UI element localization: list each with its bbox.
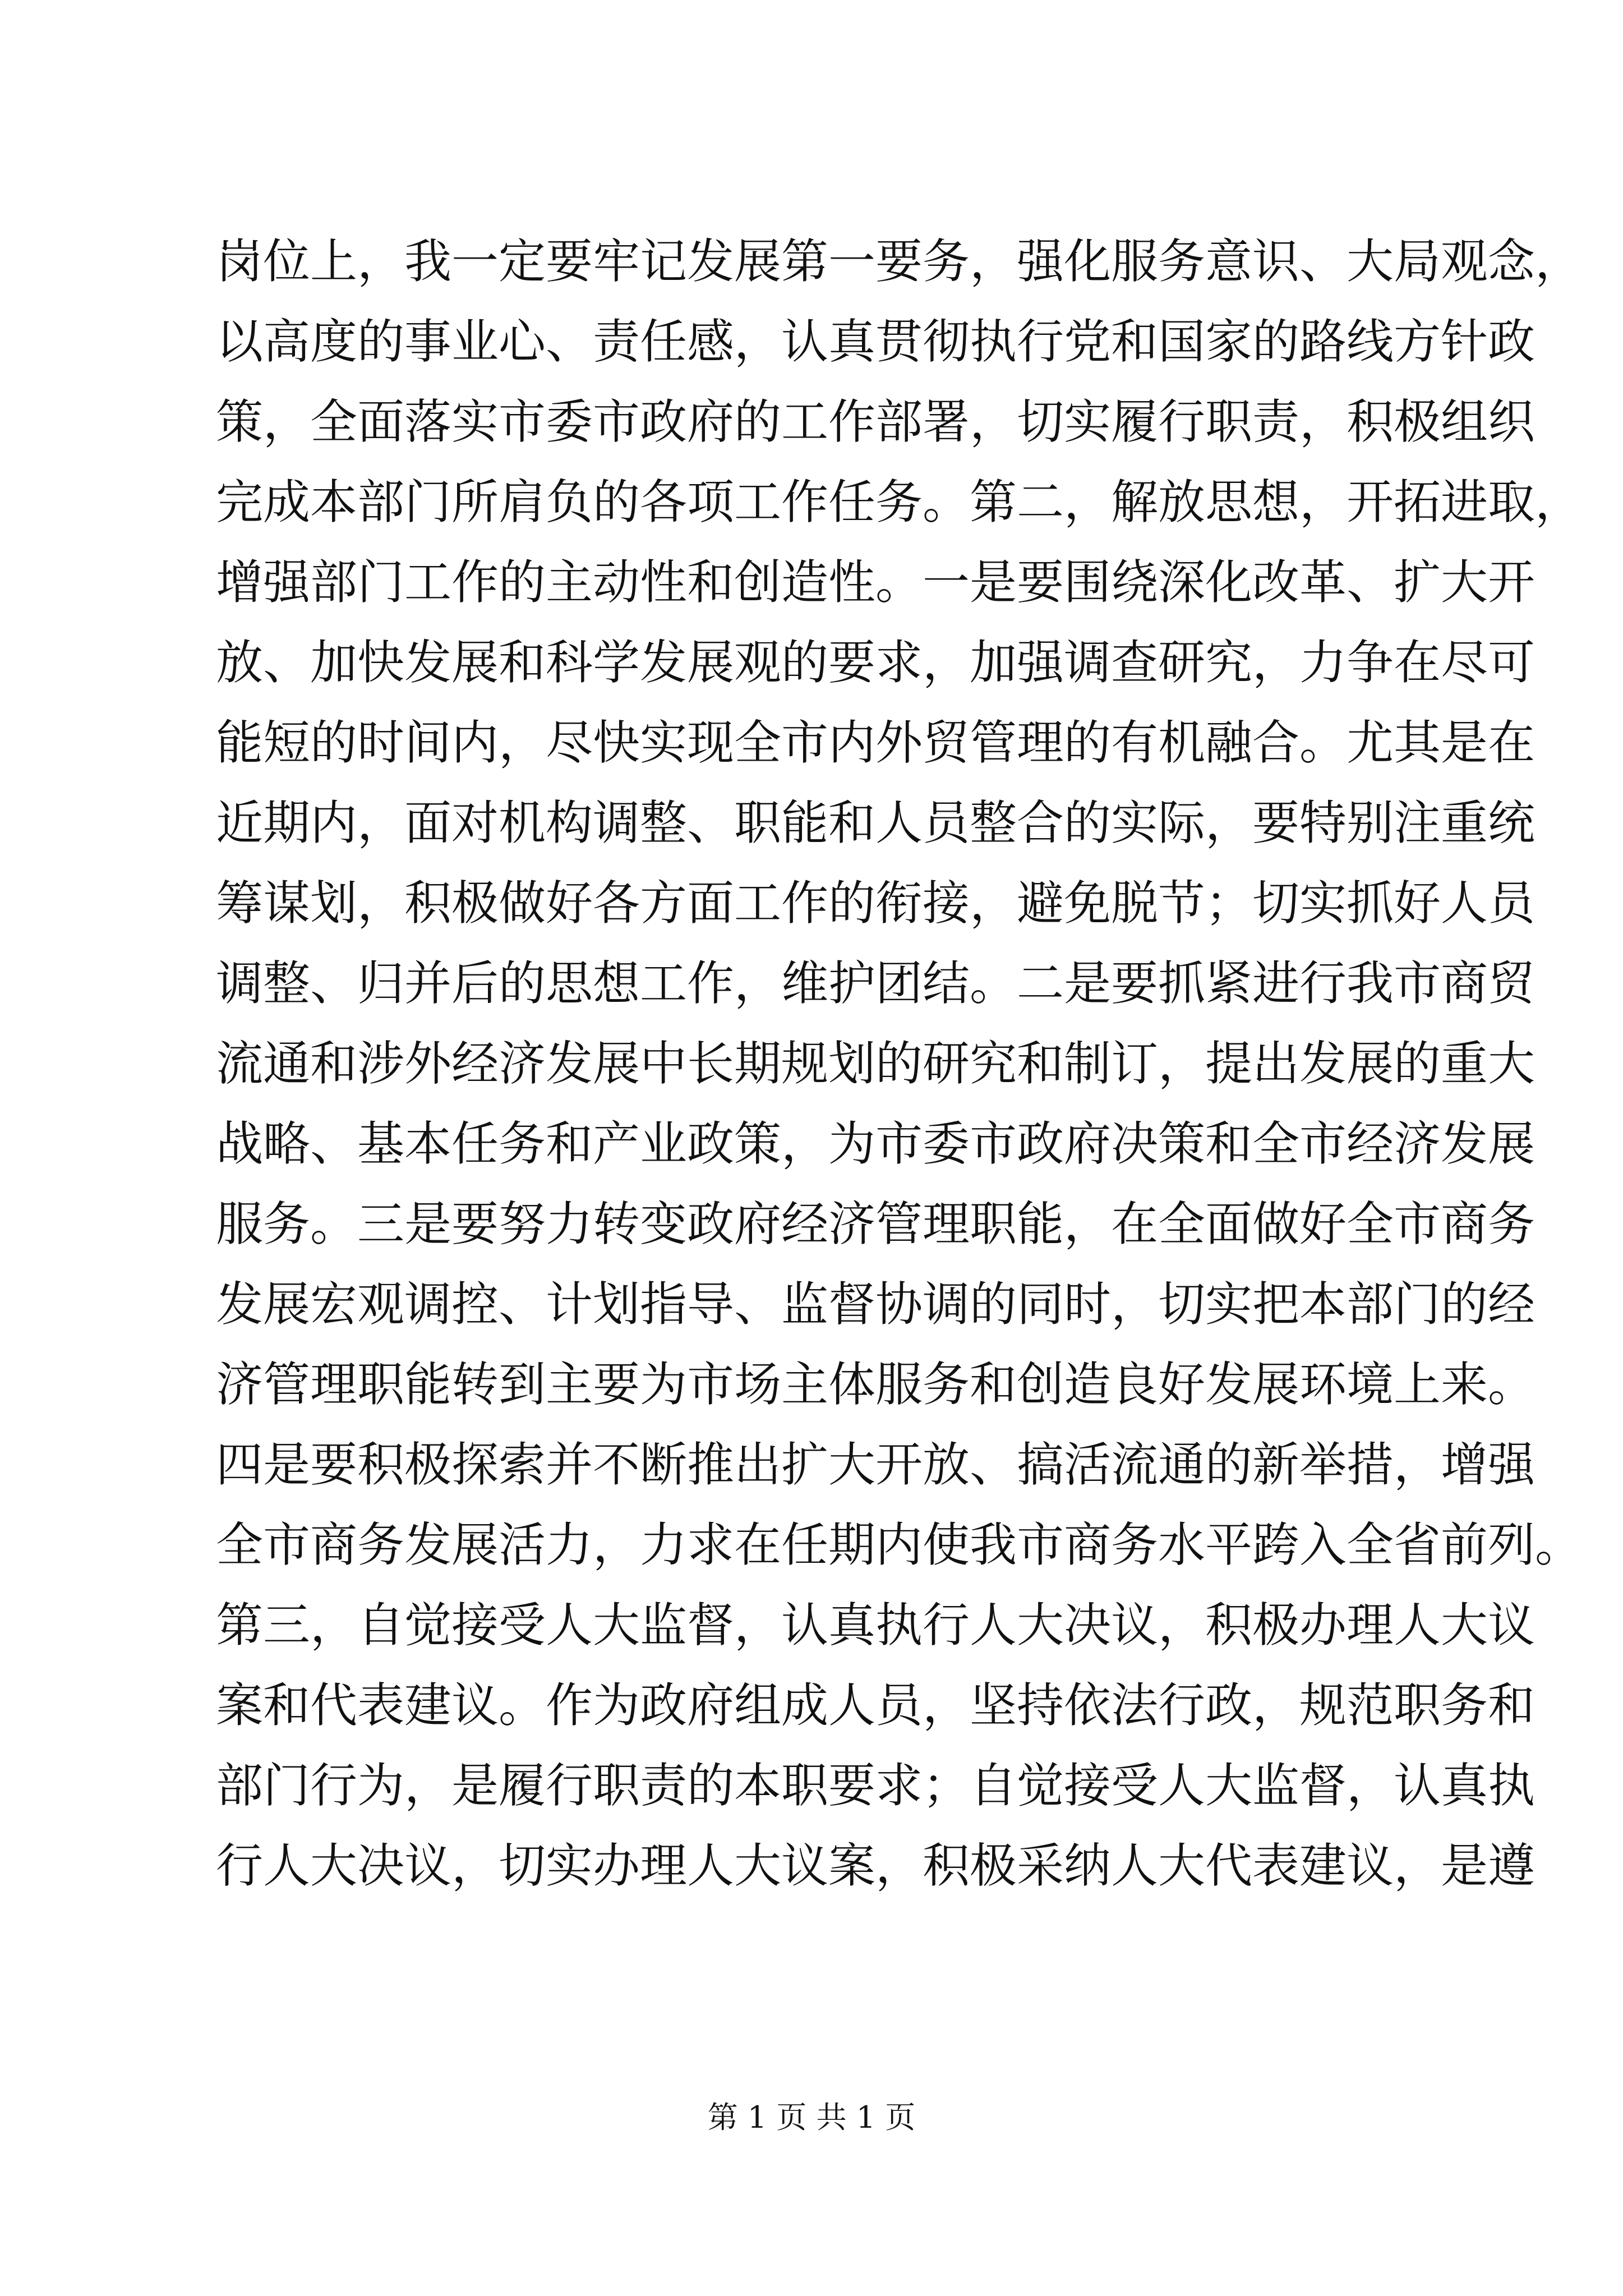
text-line: 能短的时间内，尽快实现全市内外贸管理的有机融合。尤其是在 <box>216 715 1536 770</box>
text-line: 以高度的事业心、责任感，认真贯彻执行党和国家的路线方针政 <box>216 314 1536 369</box>
text-line: 筹谋划，积极做好各方面工作的衔接，避免脱节；切实抓好人员 <box>216 876 1536 931</box>
text-line: 部门行为，是履行职责的本职要求；自觉接受人大监督，认真执 <box>216 1758 1536 1813</box>
text-line: 策，全面落实市委市政府的工作部署，切实履行职责，积极组织 <box>216 394 1536 449</box>
page-number-label: 第 1 页 共 1 页 <box>707 2100 916 2135</box>
text-line: 流通和涉外经济发展中长期规划的研究和制订，提出发展的重大 <box>216 1036 1536 1091</box>
body-text <box>216 222 1583 1906</box>
text-line: 案和代表建议。作为政府组成人员，坚持依法行政，规范职务和 <box>216 1678 1536 1733</box>
text-line: 近期内，面对机构调整、职能和人员整合的实际，要特别注重统 <box>216 795 1536 850</box>
text-line: 全市商务发展活力，力求在任期内使我市商务水平跨入全省前列。 <box>216 1517 1583 1572</box>
text-line: 发展宏观调控、计划指导、监督协调的同时，切实把本部门的经 <box>216 1277 1536 1332</box>
page-footer <box>0 2098 1623 2137</box>
text-line: 调整、归并后的思想工作，维护团结。二是要抓紧进行我市商贸 <box>216 956 1536 1011</box>
text-line: 行人大决议，切实办理人大议案，积极采纳人大代表建议，是遵 <box>216 1838 1536 1893</box>
text-line: 服务。三是要努力转变政府经济管理职能，在全面做好全市商务 <box>216 1197 1536 1251</box>
text-line: 战略、基本任务和产业政策，为市委市政府决策和全市经济发展 <box>216 1116 1536 1171</box>
text-line: 济管理职能转到主要为市场主体服务和创造良好发展环境上来。 <box>216 1357 1536 1412</box>
text-line: 完成本部门所肩负的各项工作任务。第二，解放思想，开拓进取， <box>216 475 1583 530</box>
text-line: 第三，自觉接受人大监督，认真执行人大决议，积极办理人大议 <box>216 1598 1536 1653</box>
text-line: 增强部门工作的主动性和创造性。一是要围绕深化改革、扩大开 <box>216 555 1536 610</box>
text-line: 岗位上，我一定要牢记发展第一要务，强化服务意识、大局观念， <box>216 234 1583 289</box>
text-line: 放、加快发展和科学发展观的要求，加强调查研究，力争在尽可 <box>216 635 1536 690</box>
text-line: 四是要积极探索并不断推出扩大开放、搞活流通的新举措，增强 <box>216 1437 1536 1492</box>
